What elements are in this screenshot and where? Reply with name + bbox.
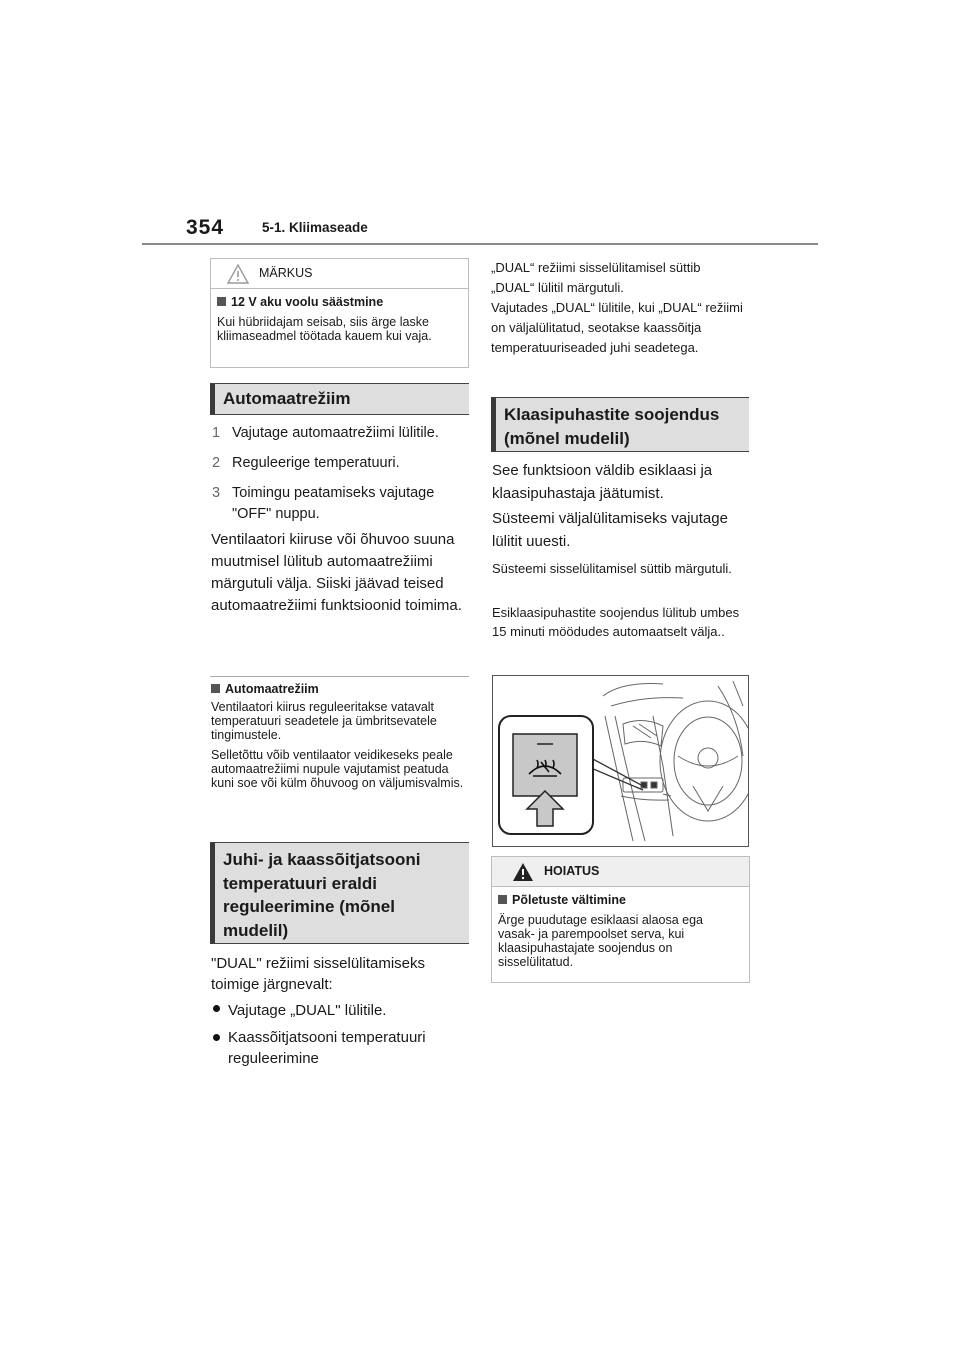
auto-note-rule — [210, 676, 469, 677]
hoiatus-title: Põletuste vältimine — [498, 893, 743, 907]
hoiatus-label: HOIATUS — [544, 864, 600, 878]
warning-icon — [512, 862, 534, 882]
dual-intro: "DUAL" režiimi sisselülitamiseks toimige järgnevalt: — [211, 955, 426, 993]
dual-bullet-2: Kaassõitjatsooni temperatuuri reguleerimine — [213, 1027, 468, 1069]
markus-title: 12 V aku voolu säästmine — [217, 295, 462, 309]
markus-label: MÄRKUS — [259, 266, 313, 280]
auto-heading: Automaatrežiim — [210, 383, 469, 415]
auto-steps — [212, 423, 472, 525]
auto-note — [211, 682, 473, 790]
defog-p4: Esiklaasipuhastite soojendus lülitub umbes 15 minuti möödudes automaatselt välja.. — [492, 605, 740, 639]
dual-heading: Juhi- ja kaassõitjatsooni temperatuuri eraldi reguleerimine (mõnel mudelil) — [210, 842, 469, 944]
auto-note-p2: Selletõttu võib ventilaator veidikeseks peale automaatrežiimi nupule vajutamist peatuda kuni soe või külm õhuvoog on väljumisvalmis. — [211, 748, 464, 790]
defog-p2: Süsteemi väljalülitamiseks vajutage lülitit uuesti. — [492, 510, 728, 550]
dual-bullet-1: Vajutage „DUAL" lülitile. — [213, 1000, 468, 1021]
defog-heading: Klaasipuhastite soojendus (mõnel mudelil) — [491, 397, 749, 452]
dashboard-illustration — [492, 675, 749, 847]
header-rule — [142, 243, 818, 245]
warning-icon — [227, 264, 249, 284]
step-2: 2 Reguleerige temperatuuri. — [212, 455, 400, 471]
hoiatus-text: Ärge puudutage esiklaasi alaosa ega vasak- ja parempoolset serva, kui klaasipuhastajate soojendus on sisselülitatud. — [498, 913, 704, 969]
auto-note-title: Automaatrežiim — [211, 682, 473, 696]
page-number: 354 — [186, 216, 225, 239]
markus-text: Kui hübriidajam seisab, siis ärge laske kliimaseadmel töötada kauem kui vaja. — [217, 315, 432, 343]
section-title: 5-1. Kliimaseade — [262, 220, 368, 235]
hoiatus-header — [492, 857, 749, 887]
dashboard-drawing — [493, 676, 748, 846]
markus-box — [210, 258, 469, 368]
dual-right-p1: „DUAL“ režiimi sisselülitamisel süttib „DUAL“ lülitil märgutuli. — [491, 260, 701, 295]
defog-p1: See funktsioon väldib esiklaasi ja klaasipuhastaja jäätumist. — [492, 462, 713, 502]
dual-bullets — [213, 1000, 468, 1069]
auto-note-p1: Ventilaatori kiirus reguleeritakse vatavalt temperatuuri seadetele ja ümbritsevatele tingimustele. — [211, 700, 437, 742]
step-3: 3 Toimingu peatamiseks vajutage "OFF" nuppu. — [212, 485, 435, 522]
defog-p3: Süsteemi sisselülitamisel süttib märgutuli. — [492, 561, 732, 576]
auto-paragraph: Ventilaatori kiiruse või õhuvoo suuna muutmisel lülitub automaatrežiimi märgutuli välja. Siiski jäävad teised automaatrežiimi funktsioonid toimima. — [211, 531, 462, 614]
markus-header — [211, 259, 468, 289]
step-1: 1 Vajutage automaatrežiimi lülitile. — [212, 425, 439, 441]
dual-right-p2: Vajutades „DUAL“ lülitile, kui „DUAL“ režiimi on väljalülitatud, seotakse kaassõitja temperatuuriseaded juhi seadetega. — [491, 300, 743, 355]
hoiatus-box — [491, 856, 750, 983]
